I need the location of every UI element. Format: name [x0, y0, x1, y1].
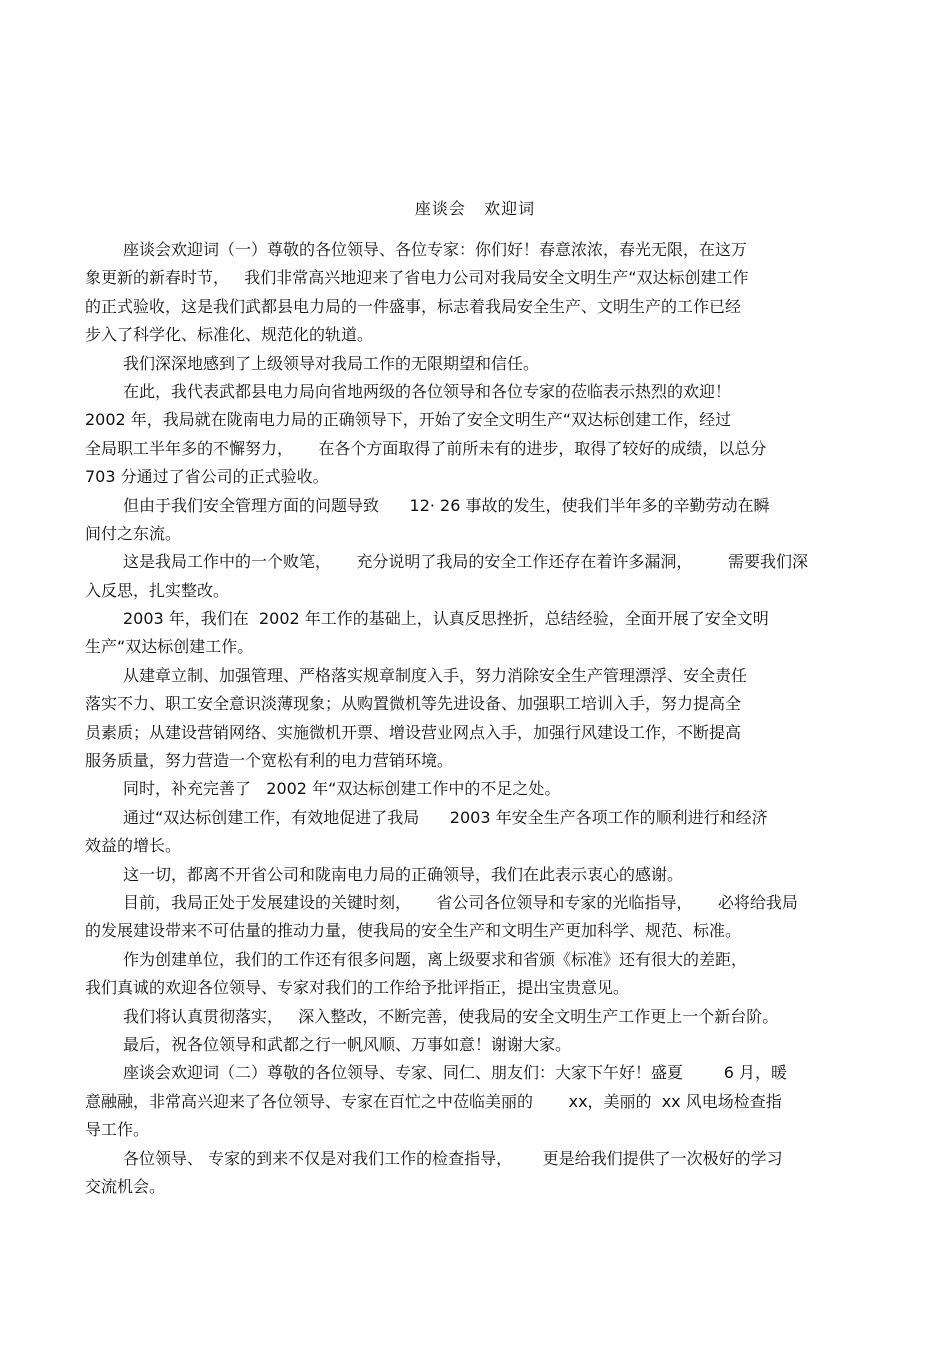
paragraph-line: 我们将认真贯彻落实， 深入整改，不断完善，使我局的安全文明生产工作更上一个新台阶。 — [123, 1006, 779, 1026]
paragraph-line: 各位领导、 专家的到来不仅是对我们工作的检查指导， 更是给我们提供了一次极好的学习 — [123, 1148, 783, 1168]
paragraph-line: 的正式验收，这是我们武都县电力局的一件盛事，标志着我局安全生产、文明生产的工作已经 — [85, 296, 742, 316]
paragraph-line: 导工作。 — [85, 1120, 150, 1140]
paragraph — [85, 946, 875, 1003]
paragraph-line: 在此，我代表武都县电力局向省地两级的各位领导和各位专家的莅临表示热烈的欢迎！ — [123, 381, 732, 401]
paragraph-line: 这是我局工作中的一个败笔， 充分说明了我局的安全工作还存在着许多漏洞， 需要我们深 — [123, 552, 809, 572]
paragraph-line: 2002 年，我局就在陇南电力局的正确领导下，开始了安全文明生产“双达标创建工作，经过 — [85, 410, 732, 430]
paragraph-line: 象更新的新春时节， 我们非常高兴地迎来了省电力公司对我局安全文明生产“双达标创建工作 — [85, 268, 749, 288]
paragraph — [85, 861, 875, 889]
paragraph — [85, 492, 875, 549]
paragraph-line: 703 分通过了省公司的正式验收。 — [85, 467, 329, 487]
paragraph-line: 从建章立制、加强管理、严格落实规章制度入手，努力消除安全生产管理漂浮、安全责任 — [123, 665, 748, 685]
paragraph-line: 2003 年，我们在 2002 年工作的基础上，认真反思挫折，总结经验，全面开展了安全文明 — [123, 609, 769, 629]
paragraph-line: 同时，补充完善了 2002 年“双达标创建工作中的不足之处。 — [123, 779, 561, 799]
paragraph — [85, 1003, 875, 1031]
paragraph — [85, 1031, 875, 1059]
document-title: 座谈会 欢迎词 — [414, 199, 536, 218]
paragraph-line: 服务质量，努力营造一个宽松有利的电力营销环境。 — [85, 751, 454, 771]
paragraph-line: 的发展建设带来不可估量的推动力量，使我局的安全生产和文明生产更加科学、规范、标准。 — [85, 921, 742, 941]
paragraph-line: 我们真诚的欢迎各位领导、专家对我们的工作给予批评指正，提出宝贵意见。 — [85, 978, 630, 998]
paragraph-line: 全局职工半年多的不懈努力， 在各个方面取得了前所未有的进步，取得了较好的成绩，以总分 — [85, 438, 767, 458]
paragraph-line: 座谈会欢迎词（一）尊敬的各位领导、各位专家：你们好！春意浓浓，春光无限，在这万 — [123, 240, 748, 259]
paragraph — [85, 378, 875, 406]
paragraph — [85, 406, 875, 491]
paragraph-line: 目前，我局正处于发展建设的关键时刻， 省公司各位领导和专家的光临指导， 必将给我局 — [123, 892, 798, 912]
paragraph-line: 落实不力、职工安全意识淡薄现象；从购置微机等先进设备、加强职工培训入手，努力提高全 — [85, 694, 742, 714]
paragraph-line: 最后，祝各位领导和武都之行一帆风顺、万事如意！谢谢大家。 — [123, 1034, 572, 1054]
paragraph-line: 交流机会。 — [85, 1176, 166, 1196]
paragraph-line: 通过“双达标创建工作，有效地促进了我局 2003 年安全生产各项工作的顺利进行和经济 — [123, 807, 768, 827]
paragraph — [85, 236, 875, 350]
document-body — [85, 236, 875, 1201]
paragraph-line: 作为创建单位，我们的工作还有很多问题，离上级要求和省颁《标准》还有很大的差距， — [123, 949, 748, 969]
paragraph-line: 意融融，非常高兴迎来了各位领导、专家在百忙之中莅临美丽的 xx，美丽的 xx 风电场检查指 — [85, 1091, 782, 1111]
paragraph — [85, 889, 875, 946]
paragraph-line: 员素质；从建设营销网络、实施微机开票、增设营业网点入手，加强行风建设工作，不断提高 — [85, 722, 742, 742]
paragraph — [85, 350, 875, 378]
paragraph-line: 但由于我们安全管理方面的问题导致 12· 26 事故的发生，使我们半年多的辛勤劳动在瞬 — [123, 495, 770, 515]
paragraph-line: 步入了科学化、标准化、规范化的轨道。 — [85, 325, 374, 345]
paragraph-line: 我们深深地感到了上级领导对我局工作的无限期望和信任。 — [123, 353, 540, 373]
paragraph-line: 座谈会欢迎词（二）尊敬的各位领导、专家、同仁、朋友们：大家下午好！盛夏 6 月，暖 — [123, 1063, 787, 1083]
paragraph — [85, 662, 875, 776]
paragraph — [85, 775, 875, 803]
paragraph-line: 效益的增长。 — [85, 836, 182, 856]
paragraph-line: 间付之东流。 — [85, 523, 182, 543]
paragraph — [85, 1059, 875, 1144]
paragraph — [85, 605, 875, 662]
paragraph — [85, 548, 875, 605]
paragraph — [85, 1145, 875, 1202]
paragraph — [85, 804, 875, 861]
paragraph-line: 这一切，都离不开省公司和陇南电力局的正确领导，我们在此表示衷心的感谢。 — [123, 864, 684, 884]
paragraph-line: 入反思，扎实整改。 — [85, 580, 230, 600]
paragraph-line: 生产“双达标创建工作。 — [85, 637, 254, 657]
